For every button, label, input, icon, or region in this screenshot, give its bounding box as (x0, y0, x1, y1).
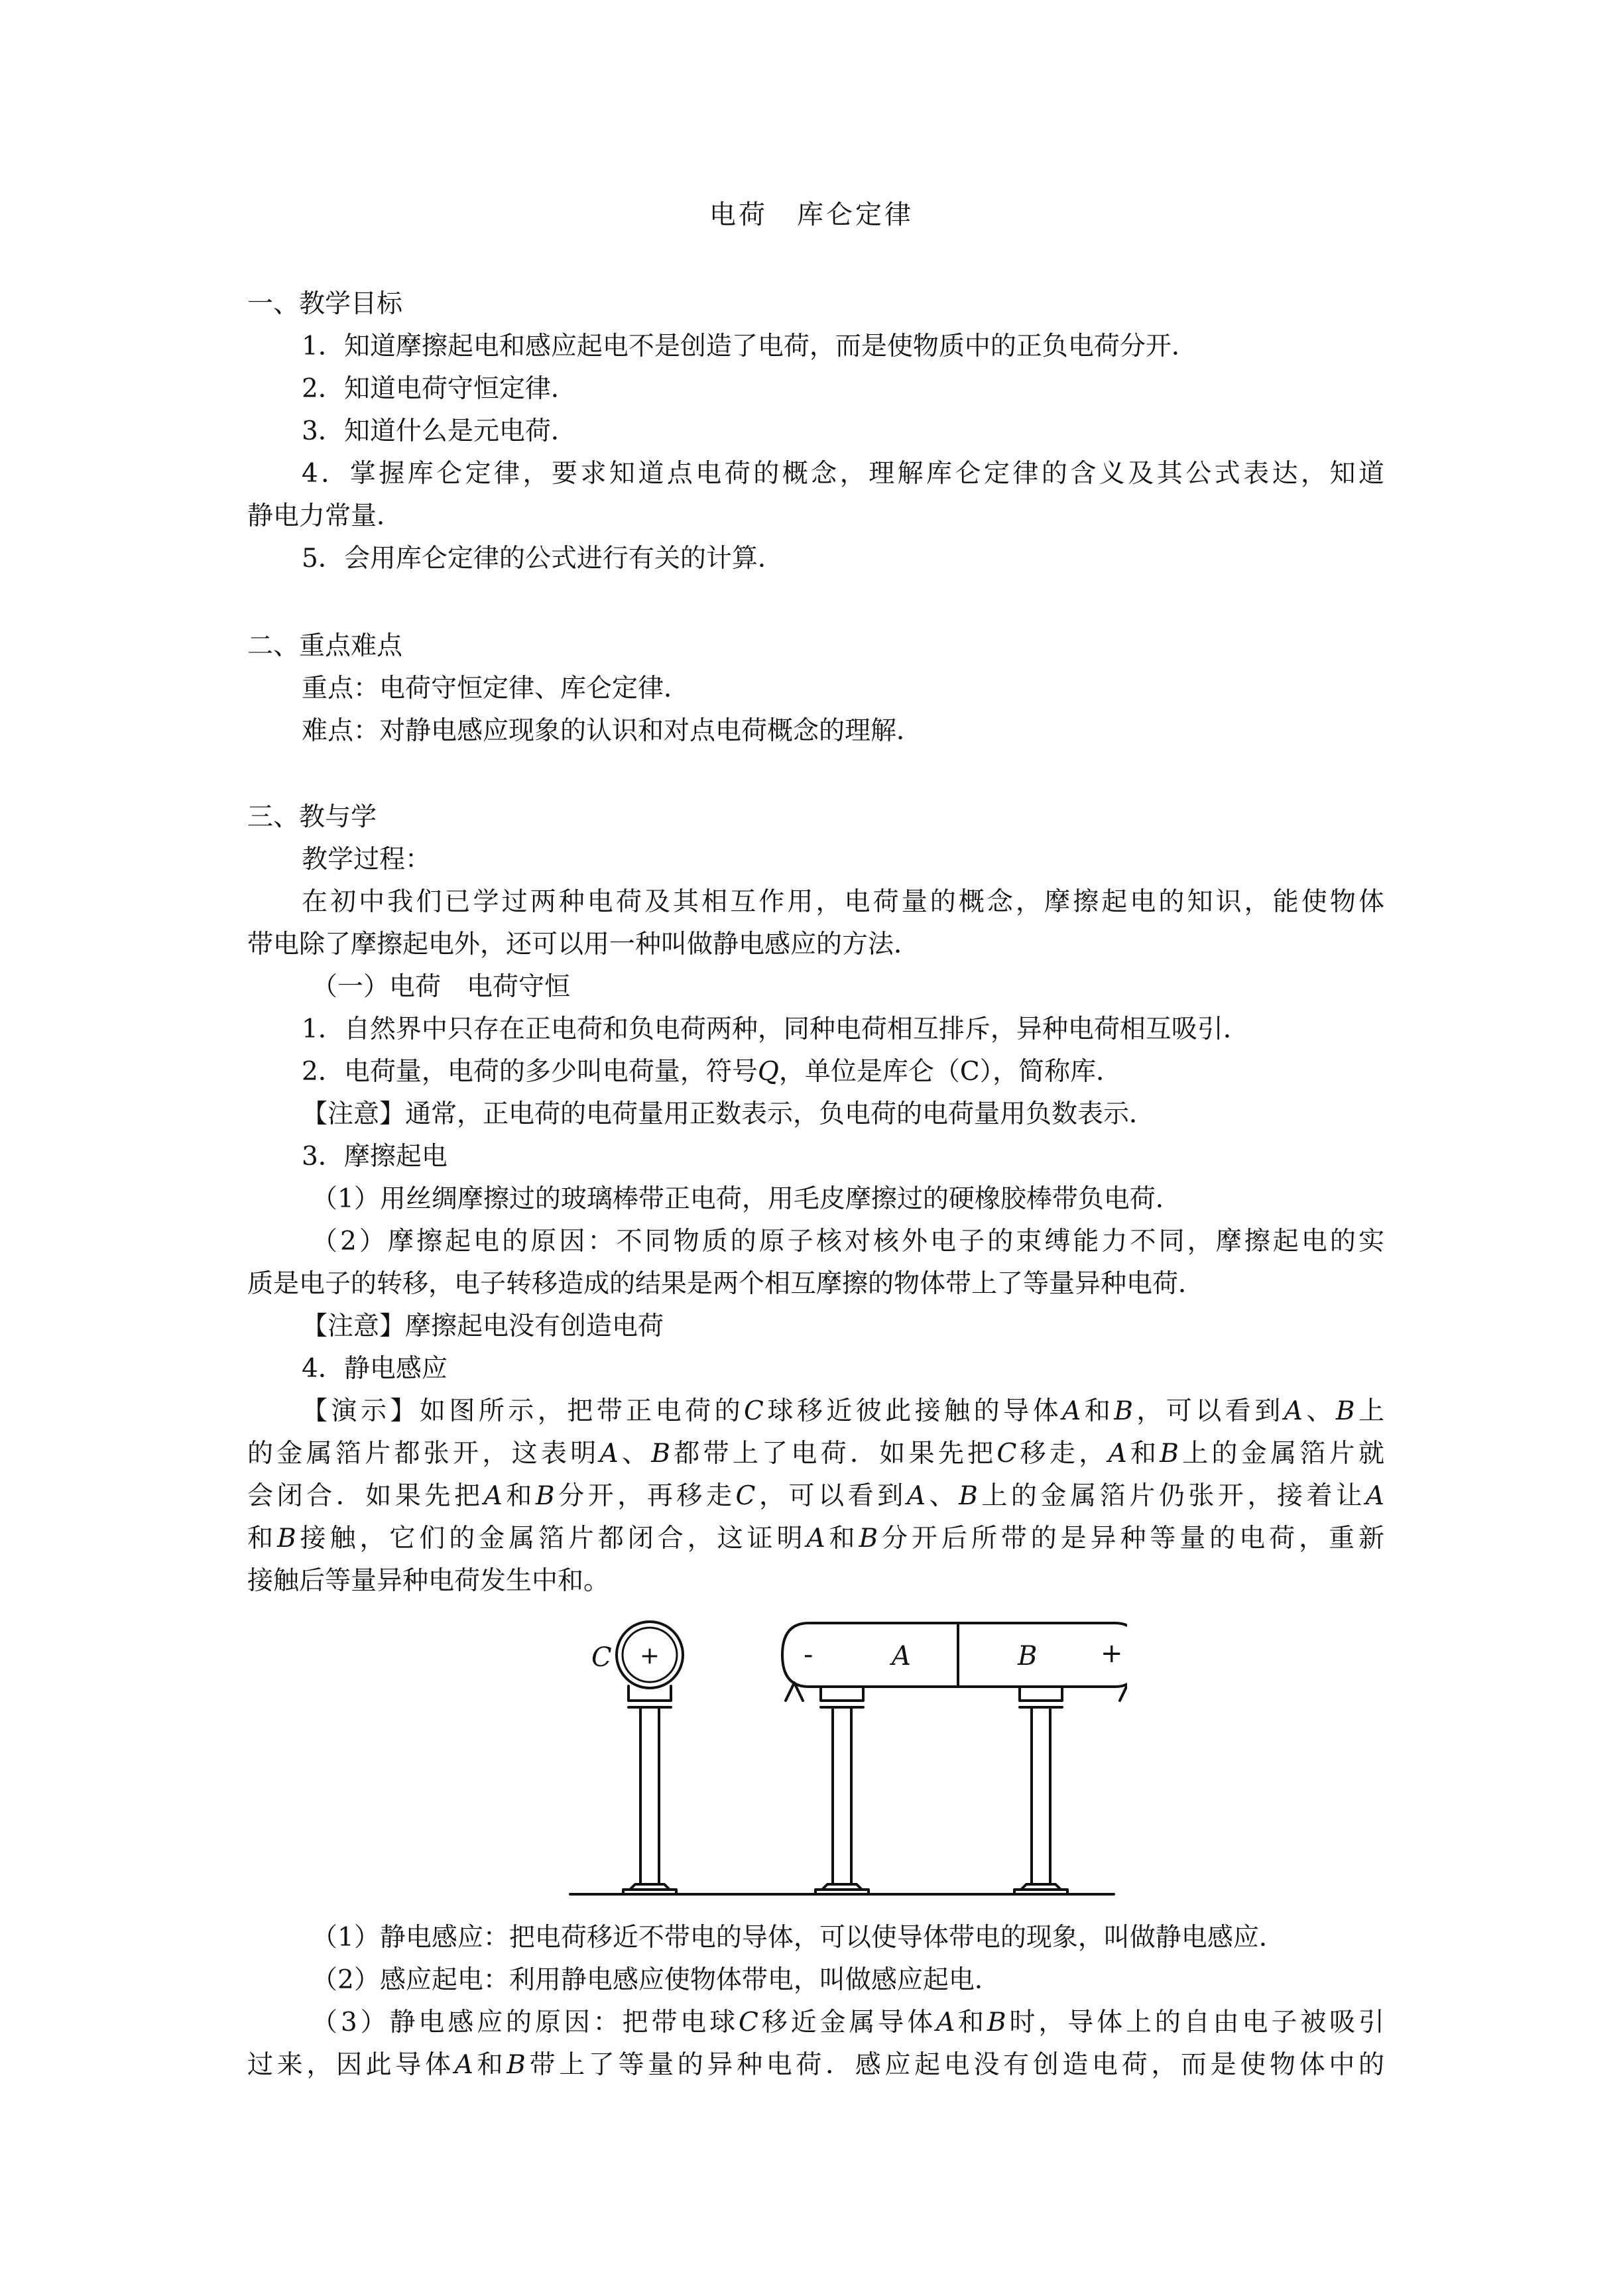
after-figure-3-line-2: 过来，因此导体A和B带上了等量的异种电荷．感应起电没有创造电荷，而是使物体中的 (247, 2050, 1384, 2080)
key-point: 重点：电荷守恒定律、库仑定律． (302, 674, 690, 703)
objective-item-4-line-1: 4．掌握库仑定律，要求知道点电荷的概念，理解库仑定律的含义及其公式表达，知道 (302, 459, 1384, 489)
demo-line-5: 接触后等量异种电荷发生中和。 (247, 1566, 610, 1596)
paragraph-1: 1．自然界中只存在正电荷和负电荷两种，同种电荷相互排斥，异种电荷相互吸引． (302, 1014, 1249, 1044)
demo-line-4: 和B接触，它们的金属箔片都闭合，这证明A和B分开后所带的是异种等量的电荷，重新 (247, 1524, 1384, 1553)
paragraph-3: 3．摩擦起电 (302, 1142, 448, 1172)
charge-sign-b: + (1101, 1638, 1123, 1669)
objective-item-3: 3．知道什么是元电荷． (302, 416, 577, 446)
difficult-point: 难点：对静电感应现象的认识和对点电荷概念的理解． (302, 716, 923, 746)
objective-item-2: 2．知道电荷守恒定律． (302, 374, 577, 404)
paragraph-2: 2．电荷量，电荷的多少叫电荷量，符号Q，单位是库仑（C），简称库． (302, 1057, 1122, 1087)
conductors-ab (782, 1623, 1127, 1894)
label-a: A (892, 1641, 911, 1671)
paragraph-4: 4．静电感应 (302, 1354, 448, 1384)
intro-line-1: 在初中我们已学过两种电荷及其相互作用，电荷量的概念，摩擦起电的知识，能使物体 (302, 887, 1384, 917)
section-heading-teaching: 三、教与学 (247, 802, 377, 832)
note-2: 【注意】摩擦起电没有创造电荷 (302, 1311, 664, 1341)
paragraph-3-1: （1）用丝绸摩擦过的玻璃棒带正电荷，用毛皮摩擦过的硬橡胶棒带负电荷． (312, 1184, 1181, 1214)
section-heading-key-points: 二、重点难点 (247, 631, 403, 661)
after-figure-3-line-1: （3）静电感应的原因：把带电球C移近金属导体A和B时，导体上的自由电子被吸引 (312, 2008, 1384, 2037)
objective-item-1: 1．知道摩擦起电和感应起电不是创造了电荷，而是使物质中的正负电荷分开． (302, 332, 1197, 361)
electrostatic-induction-figure (557, 1595, 1127, 1913)
demo-line-1: 【演示】如图所示，把带正电荷的C球移近彼此接触的导体A和B，可以看到A、B上 (302, 1396, 1384, 1426)
subsection-heading-charge: （一）电荷 电荷守恒 (312, 972, 571, 1002)
demo-line-2: 的金属箔片都张开，这表明A、B都带上了电荷．如果先把C移走，A和B上的金属箔片就 (247, 1439, 1384, 1469)
charge-sign-a: - (804, 1640, 813, 1670)
paragraph-3-2-line-1: （2）摩擦起电的原因：不同物质的原子核对核外电子的束缚能力不同，摩擦起电的实 (312, 1227, 1384, 1256)
after-figure-2: （2）感应起电：利用静电感应使物体带电，叫做感应起电． (312, 1965, 1000, 1995)
page-title: 电荷 库仑定律 (709, 200, 914, 230)
note-1: 【注意】通常，正电荷的电荷量用正数表示，负电荷的电荷量用负数表示． (302, 1099, 1156, 1129)
section-heading-objectives: 一、教学目标 (247, 289, 403, 319)
teaching-process-label: 教学过程： (302, 845, 432, 875)
paragraph-3-2-line-2: 质是电子的转移，电子转移造成的结果是两个相互摩擦的物体带上了等量异种电荷． (247, 1269, 1205, 1299)
objective-item-4-line-2: 静电力常量． (247, 501, 403, 531)
after-figure-1: （1）静电感应：把电荷移近不带电的导体，可以使导体带电的现象，叫做静电感应． (312, 1923, 1285, 1953)
label-b: B (1018, 1641, 1038, 1671)
charge-sign-c: + (639, 1642, 660, 1669)
objective-item-5: 5．会用库仑定律的公式进行有关的计算． (302, 544, 784, 574)
intro-line-2: 带电除了摩擦起电外，还可以用一种叫做静电感应的方法． (247, 930, 920, 959)
demo-line-3: 会闭合．如果先把A和B分开，再移走C，可以看到A、B上的金属箔片仍张开，接着让A (247, 1481, 1384, 1511)
label-c: C (591, 1642, 612, 1673)
